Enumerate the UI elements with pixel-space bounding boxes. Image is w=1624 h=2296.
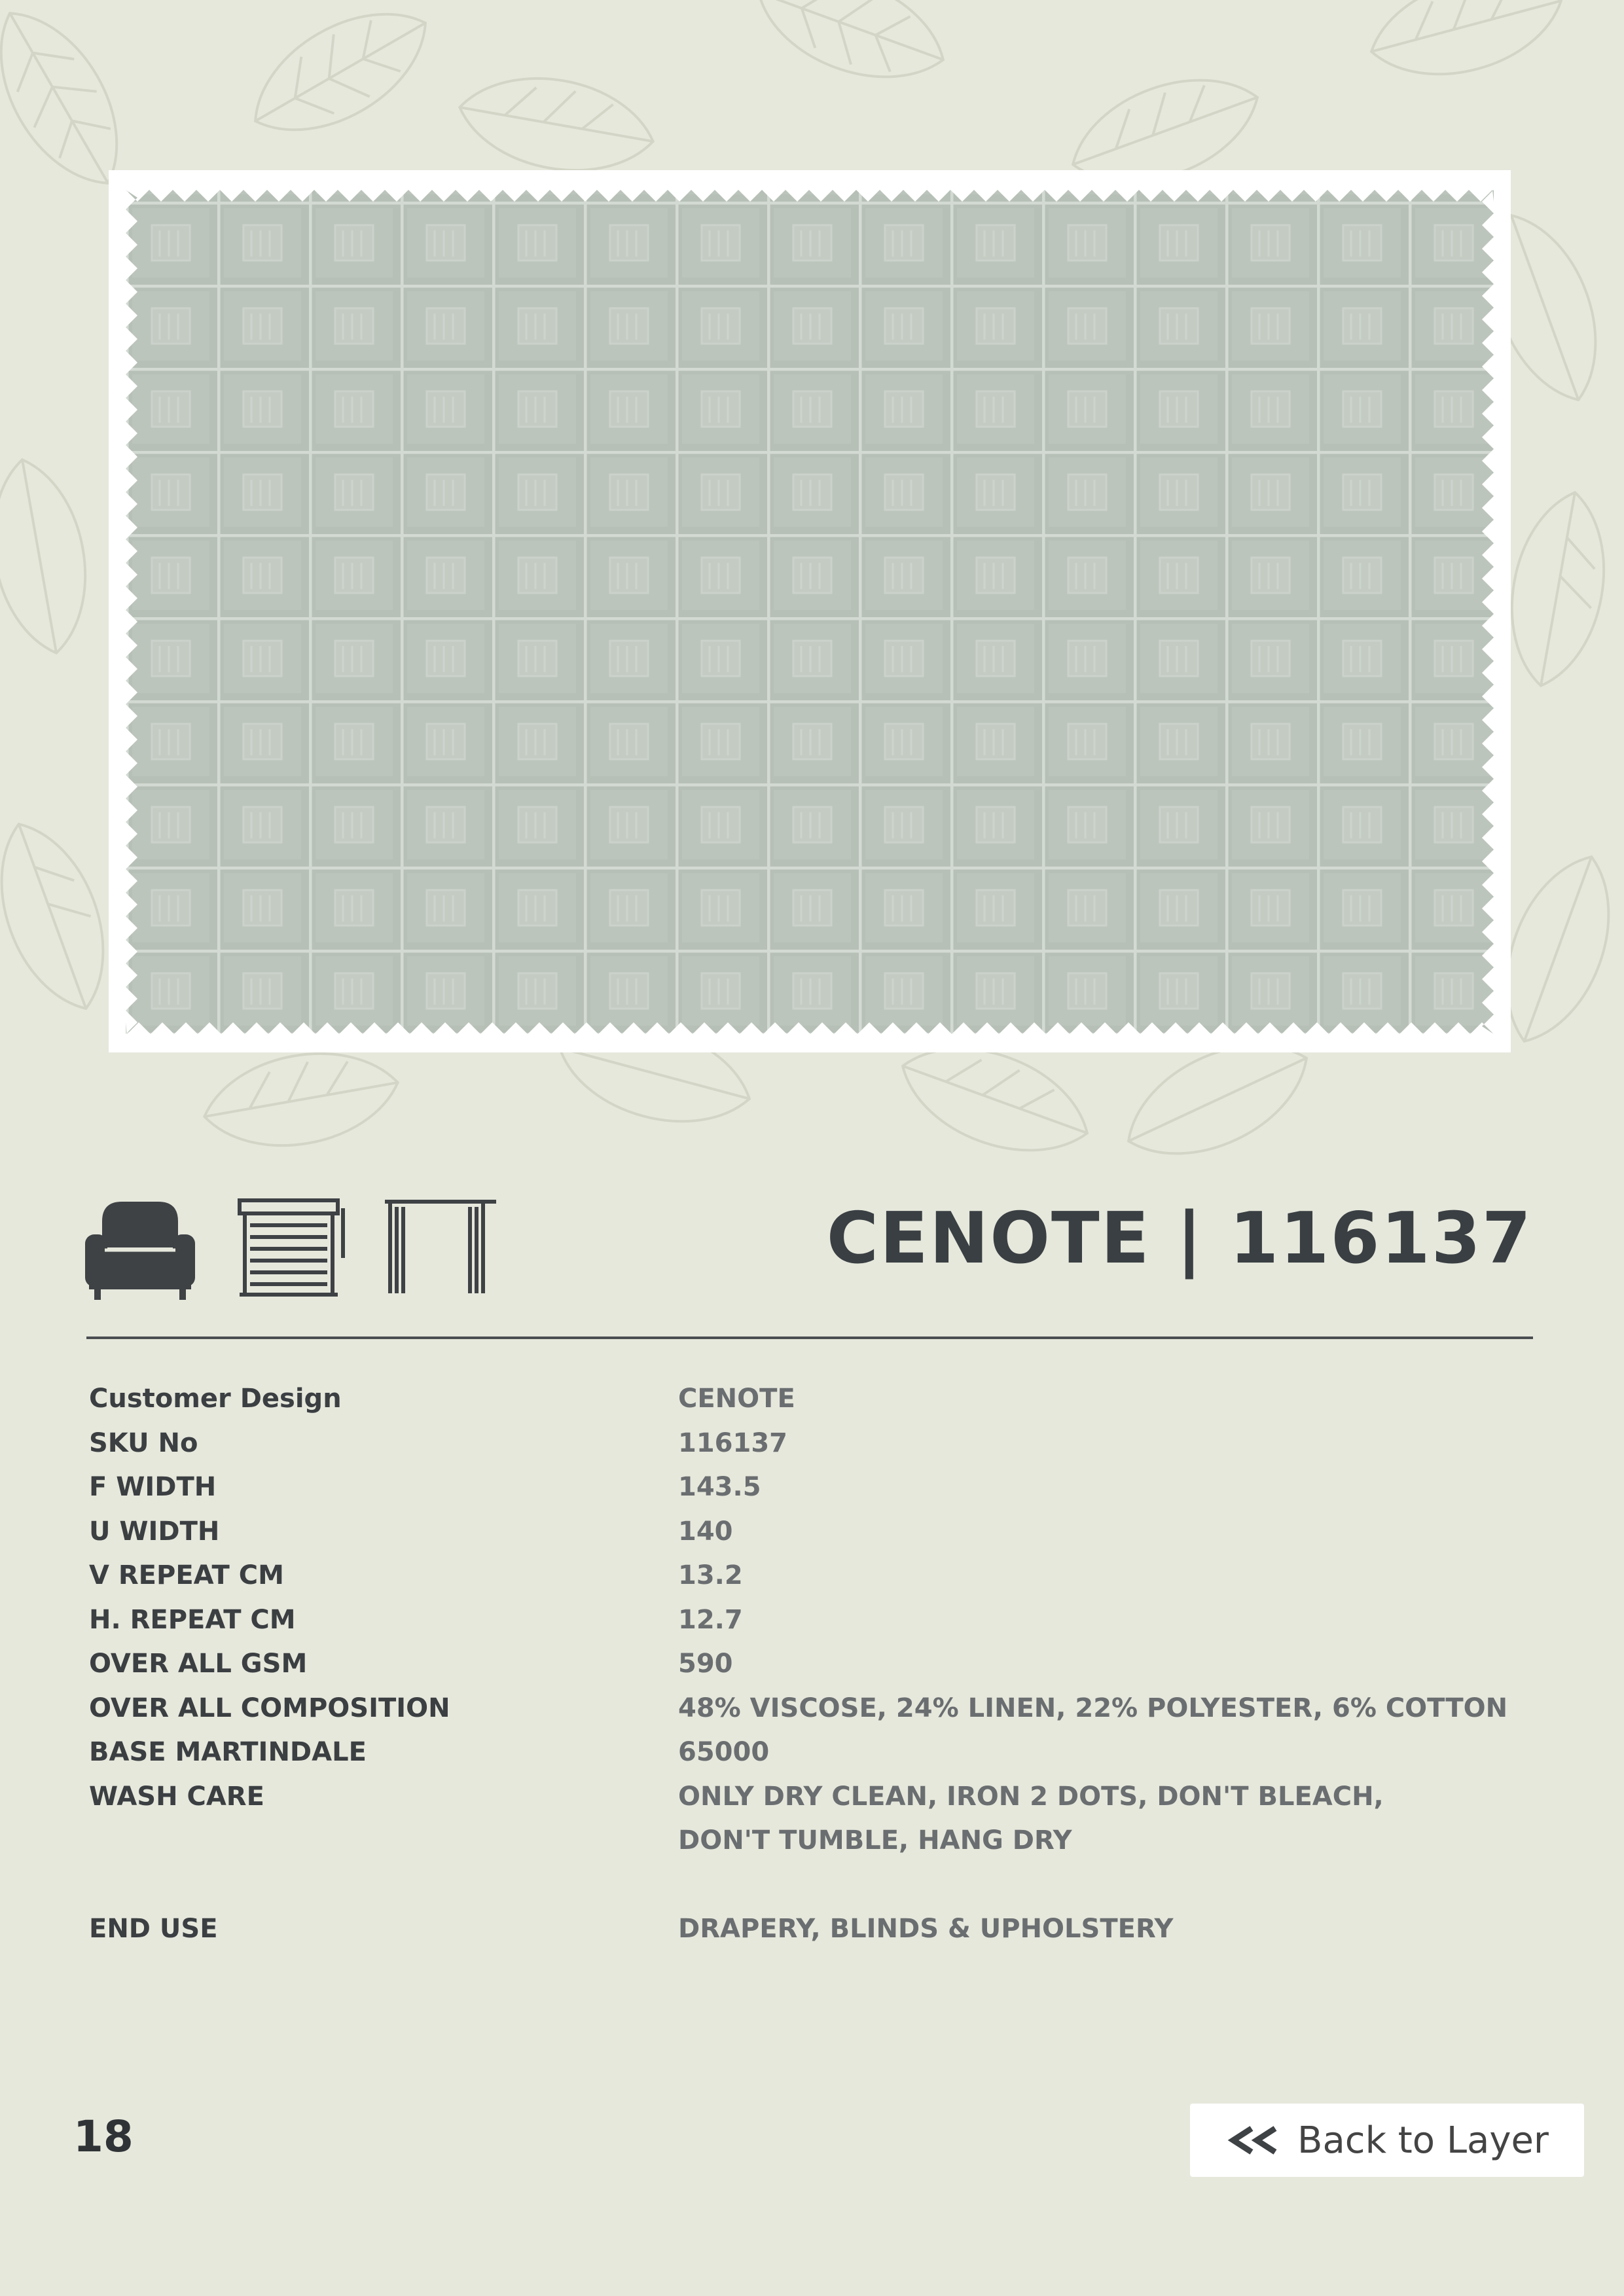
spec-row-spacer [89, 1870, 1529, 1914]
spec-row [89, 1605, 1529, 1649]
spec-value: DON'T TUMBLE, HANG DRY [678, 1825, 1072, 1856]
spec-row [89, 1428, 1529, 1473]
spec-row [89, 1782, 1529, 1826]
spec-row [89, 1516, 1529, 1561]
page-number: 18 [73, 2111, 134, 2162]
spec-row [89, 1737, 1529, 1782]
spec-label: H. REPEAT CM [89, 1604, 296, 1635]
back-to-layer-button[interactable] [1190, 2104, 1584, 2177]
back-button-label: Back to Layer [1297, 2119, 1549, 2162]
spec-label: Customer Design [89, 1384, 342, 1414]
spec-label: V REPEAT CM [89, 1560, 284, 1590]
spec-value: 13.2 [678, 1560, 743, 1590]
product-title: CENOTE | 116137 [826, 1198, 1532, 1280]
double-chevron-left-icon [1225, 2126, 1282, 2155]
spec-row [89, 1693, 1529, 1738]
divider-line [86, 1336, 1533, 1339]
spec-value: ONLY DRY CLEAN, IRON 2 DOTS, DON'T BLEACH, [678, 1781, 1384, 1812]
spec-row [89, 1384, 1529, 1428]
blinds-icon [234, 1195, 350, 1300]
usage-icons [82, 1195, 501, 1300]
spec-label: BASE MARTINDALE [89, 1737, 367, 1767]
spec-label: OVER ALL COMPOSITION [89, 1693, 450, 1723]
spec-value: CENOTE [678, 1384, 795, 1414]
spec-label: WASH CARE [89, 1781, 264, 1812]
spec-row [89, 1914, 1529, 1958]
spec-value: 143.5 [678, 1472, 761, 1502]
spec-row-continued [89, 1825, 1529, 1870]
spec-value: 140 [678, 1516, 733, 1547]
spec-value: 65000 [678, 1737, 770, 1767]
spec-label: SKU No [89, 1427, 198, 1458]
spec-table [89, 1384, 1529, 1958]
spec-value: DRAPERY, BLINDS & UPHOLSTERY [678, 1914, 1174, 1944]
spec-row [89, 1560, 1529, 1605]
curtain-icon [384, 1195, 499, 1300]
spec-label: END USE [89, 1914, 218, 1944]
spec-label: OVER ALL GSM [89, 1649, 308, 1679]
spec-label: F WIDTH [89, 1472, 217, 1502]
spec-label: U WIDTH [89, 1516, 220, 1547]
fabric-swatch-image [109, 170, 1511, 1052]
spec-value: 590 [678, 1649, 733, 1679]
armchair-icon [82, 1195, 198, 1300]
spec-row [89, 1649, 1529, 1693]
spec-row [89, 1472, 1529, 1516]
spec-value: 116137 [678, 1427, 787, 1458]
spec-value: 48% VISCOSE, 24% LINEN, 22% POLYESTER, 6% COTTON [678, 1693, 1508, 1723]
spec-value: 12.7 [678, 1604, 743, 1635]
fabric-swatch-frame [109, 170, 1511, 1052]
